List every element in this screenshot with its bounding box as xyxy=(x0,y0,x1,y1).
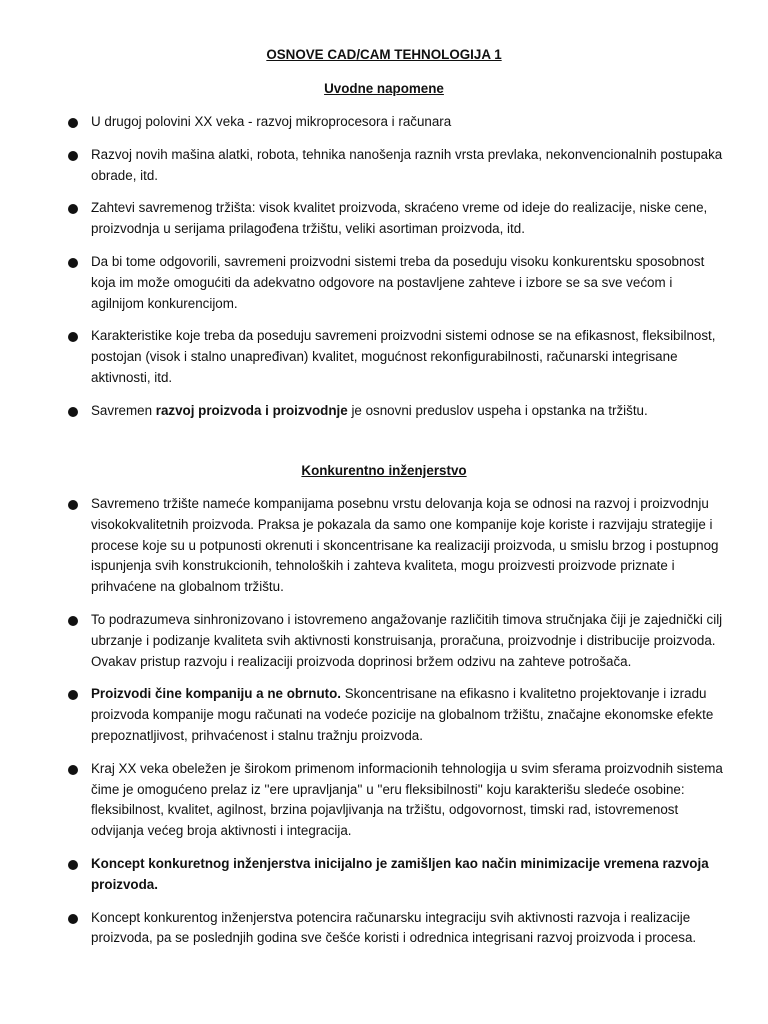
bullet-icon xyxy=(68,151,78,161)
bullet-icon xyxy=(68,258,78,268)
intro-bullet-list xyxy=(0,112,768,434)
list-item-text: To podrazumeva sinhronizovano i istovremeno angažovanje različitih timova stručnjaka čiji je zajednički cilj ubrzanje i podizanje kvaliteta svih aktivnosti konstruisanja, proračuna, proizvodnje i distribucije proizvoda. Ovakav pristup razvoju i realizaciji proizvoda doprinosi bržem odzivu na zahteve potrošača. xyxy=(91,611,723,669)
list-item xyxy=(0,610,768,672)
bullet-icon xyxy=(68,500,78,510)
list-item-text-pre: Savremen xyxy=(91,402,156,418)
list-item-text: Kraj XX veka obeležen je širokom primenom informacionih tehnologija u svim sferama proizvodnih sistema čime je omogućeno prelaz iz ''ere upravljanja'' u ''eru fleksibilnosti'' koju karakterišu sledeće osobine: fleksibilnost, kvalitet, agilnost, brzina pojavljivanja na tržištu, odgovornost, timski rad, istovremenost odvijanja većeg broja aktivnosti i integracija. xyxy=(91,760,723,839)
list-item xyxy=(0,198,768,240)
bullet-icon xyxy=(68,616,78,626)
bullet-icon xyxy=(68,765,78,775)
section-heading-konkurentno-inzenjerstvo: Konkurentno inženjerstvo xyxy=(301,463,467,478)
list-item-text: Karakteristike koje treba da poseduju savremeni proizvodni sistemi odnose se na efikasnost, fleksibilnost, postojan (visok i stalno unapređivan) kvalitet, mogućnost rekonfigurabilnosti, računarski integrisane aktivnosti, itd. xyxy=(91,328,716,385)
list-item-text: U drugoj polovini XX veka - razvoj mikroprocesora i računara xyxy=(91,114,452,129)
list-item xyxy=(0,326,768,388)
list-item-text: Zahtevi savremenog tržišta: visok kvalitet proizvoda, skraćeno vreme od ideje do realizacije, niske cene, proizvodnja u serijama prilagođena tržištu, veliki asortiman proizvoda, itd. xyxy=(91,200,708,237)
list-item xyxy=(0,112,768,133)
list-item xyxy=(0,759,768,842)
bullet-icon xyxy=(68,914,78,924)
list-item xyxy=(0,684,768,746)
list-item-text-bold: Proizvodi čine kompaniju a ne obrnuto. xyxy=(91,686,341,702)
bullet-icon xyxy=(68,332,78,342)
list-item-text: Da bi tome odgovorili, savremeni proizvodni sistemi treba da poseduju visoku konkurentsku sposobnost koja im može omogućiti da adekvatno odgovore na postavljene zahteve i izbore se sa sve većom i agilnijom konkurencijom. xyxy=(91,253,705,311)
bullet-icon xyxy=(68,690,78,700)
section-heading-uvodne-napomene: Uvodne napomene xyxy=(324,81,444,96)
bullet-icon xyxy=(68,118,78,128)
list-item-text-post: je osnovni preduslov uspeha i opstanka na tržištu. xyxy=(347,402,648,418)
list-item-text-bold: Koncept konkuretnog inženjerstva inicijalno je zamišljen kao način minimizacije vremena razvoja proizvoda. xyxy=(91,855,709,892)
list-item-text-bold: razvoj proizvoda i proizvodnje xyxy=(155,402,348,418)
list-item xyxy=(0,494,768,598)
bullet-icon xyxy=(68,407,78,417)
bullet-icon xyxy=(68,204,78,214)
list-item xyxy=(0,908,768,950)
list-item-text: Koncept konkurentog inženjerstva potencira računarsku integraciju svih aktivnosti razvoja i realizacije proizvoda, pa se poslednjih godina sve češće koristi i odrednica integrisani razvoj proizvoda i procesa. xyxy=(91,909,697,946)
list-item xyxy=(0,252,768,314)
list-item-text-post: Skoncentrisane na efikasno i kvalitetno projektovanje i izradu proizvoda kompanije mogu računati na vodeće pozicije na globalnom tržištu, značajne ekonomske efekte prepoznatljivost, prihvaćenost i stalnu tražnju proizvoda. xyxy=(91,686,714,743)
document-title: OSNOVE CAD/CAM TEHNOLOGIJA 1 xyxy=(266,47,502,62)
concurrent-engineering-bullet-list xyxy=(0,494,768,961)
list-item-text: Razvoj novih mašina alatki, robota, tehnika nanošenja raznih vrsta prevlaka, nekonvencionalnih postupaka obrade, itd. xyxy=(91,146,723,183)
list-item xyxy=(0,401,768,422)
list-item xyxy=(0,145,768,187)
list-item xyxy=(0,854,768,896)
list-item-text: Savremeno tržište nameće kompanijama posebnu vrstu delovanja koja se odnosi na razvoj i proizvodnju visokokvalitetnih proizvoda. Praksa je pokazala da samo one kompanije koje koriste i razvijaju strategije i procese koje su u potpunosti okrenuti i skoncentrisane ka realizaciji proizvoda, u smislu brzog i postupnog ispunjenja svih konstrukcionih, tehnoloških i zahteva kvaliteta, mogu proizvesti proizvode priznate i prihvaćene na globalnom tržištu. xyxy=(91,496,719,595)
bullet-icon xyxy=(68,860,78,870)
